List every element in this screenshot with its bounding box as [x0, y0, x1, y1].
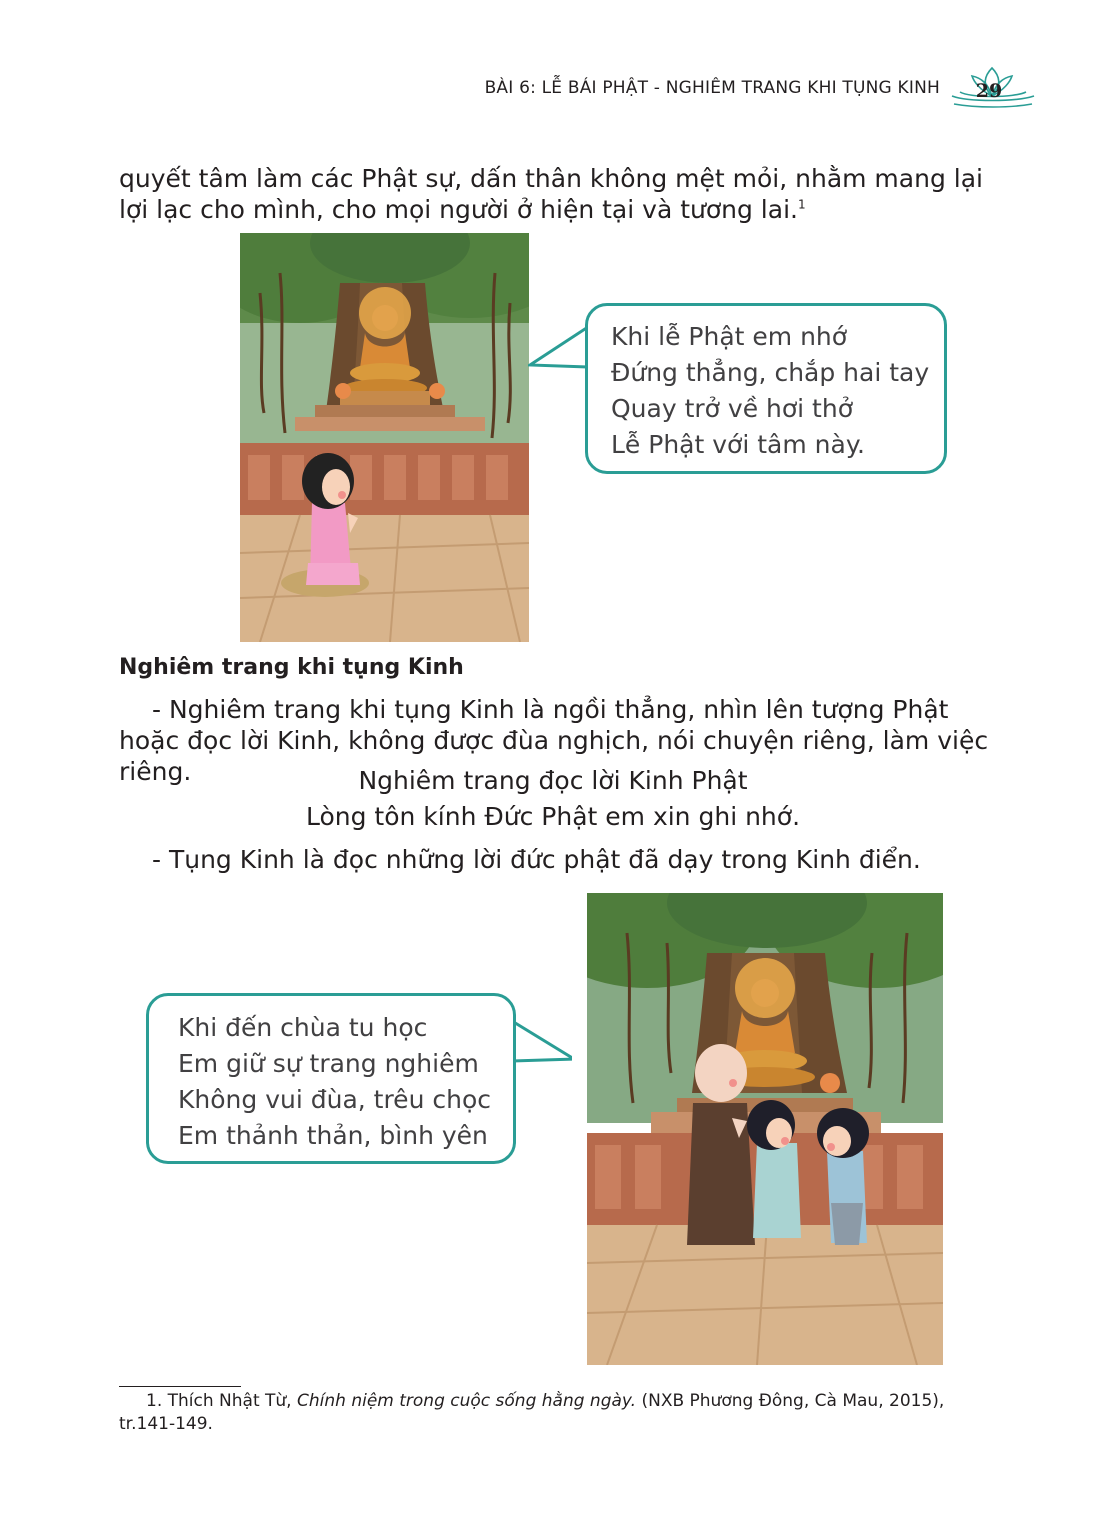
- footnote-publisher: (NXB Phương Đông, Cà Mau, 2015),: [641, 1391, 945, 1411]
- running-header: BÀI 6: LỄ BÁI PHẬT - NGHIÊM TRANG KHI TỤNG KINH: [484, 78, 940, 98]
- speech-bubble-bottom: [146, 993, 516, 1164]
- footnote: [119, 1390, 999, 1436]
- bubble-line: Quay trở về hơi thở: [611, 394, 854, 423]
- definition-text: - Nghiêm trang khi tụng Kinh là ngồi thẳng, nhìn lên tượng Phật hoặc đọc lời Kinh, không được đùa nghịch, nói chuyện riêng, làm việc riêng.: [119, 695, 989, 786]
- footnote-author: Thích Nhật Từ,: [167, 1391, 292, 1411]
- section-heading: Nghiêm trang khi tụng Kinh: [119, 655, 464, 680]
- illustration-girl-bowing: [240, 233, 529, 642]
- speech-bubble-top: [585, 303, 947, 474]
- speech-bubble-tail: [512, 1017, 572, 1087]
- tung-kinh-paragraph: - Tụng Kinh là đọc những lời đức phật đã dạy trong Kinh điển.: [152, 845, 921, 874]
- footnote-number: 1.: [146, 1391, 163, 1411]
- footnote-rule: [119, 1386, 241, 1387]
- verse-line: Nghiêm trang đọc lời Kinh Phật: [358, 766, 748, 795]
- verse-line: Lòng tôn kính Đức Phật em xin ghi nhớ.: [305, 802, 801, 831]
- page-number: 29: [975, 80, 1003, 102]
- bubble-line: Không vui đùa, trêu chọc: [178, 1085, 491, 1114]
- bubble-line: Em giữ sự trang nghiêm: [178, 1049, 479, 1078]
- bubble-line: Em thảnh thản, bình yên: [178, 1121, 488, 1150]
- bubble-line: Khi lễ Phật em nhớ: [611, 322, 848, 351]
- illustration-monk-and-children: [587, 893, 943, 1365]
- footnote-reference: 1: [797, 197, 806, 212]
- footnote-pages: tr.141-149.: [119, 1414, 213, 1434]
- bubble-line: Lễ Phật với tâm này.: [611, 430, 865, 459]
- footnote-book-title: Chính niệm trong cuộc sống hằng ngày.: [297, 1391, 637, 1411]
- intro-paragraph: [119, 163, 999, 225]
- speech-bubble-tail: [528, 323, 588, 393]
- intro-paragraph-text: quyết tâm làm các Phật sự, dấn thân không mệt mỏi, nhằm mang lại lợi lạc cho mình, cho mọi người ở hiện tại và tương lai.: [119, 164, 983, 224]
- bubble-line: Đứng thẳng, chắp hai tay: [611, 358, 930, 387]
- bubble-line: Khi đến chùa tu học: [178, 1013, 428, 1042]
